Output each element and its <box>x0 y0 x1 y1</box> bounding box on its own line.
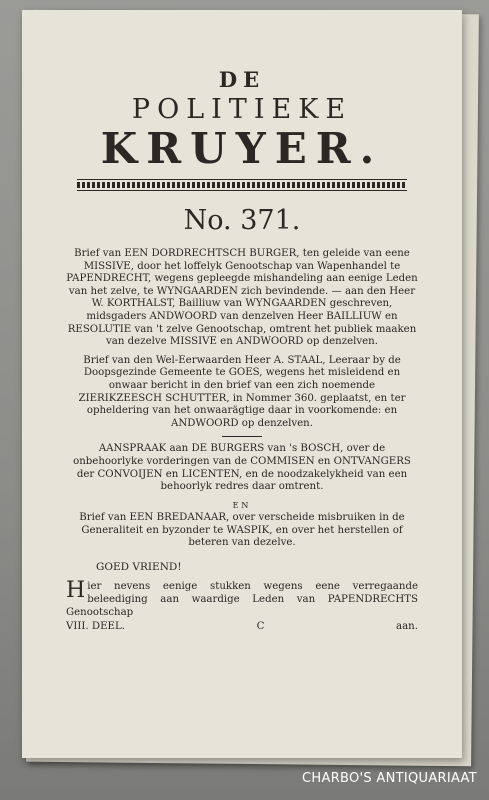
paragraph-1: Brief van EEN DORDRECHTSCH BURGER, ten geleide van eene MISSIVE, door het loffelyk Genootschap van Wapenhandel te PAPENDRECHT, wegens gepleegde mishandeling aan eenige Leden van het zelve, te WYNGAARDEN zich bevindende. — aan den Heer W. KORTHALST, Bailliuw van WYNGAARDEN geschreven, midsgaders ANDWOORD van denzelven Heer BAILLIUW en RESOLUTIE van 't zelve Genootschap, omtrent het publiek maaken van dezelve MISSIVE en ANDWOORD op denzelven. <box>66 248 418 348</box>
en-separator: EN <box>232 500 252 510</box>
masthead-line-politieke: POLITIEKE <box>131 94 353 125</box>
contents <box>22 248 462 550</box>
masthead <box>22 68 462 172</box>
paragraph-2: Brief van den Wel-Eerwaarden Heer A. STAAL, Leeraar by de Doopsgezinde Gemeente te GOES, wegens het misleidend en onwaar bericht in den brief van een zich noemende ZIERIKZEESCH SCHUTTER, in Nommer 360. geplaatst, en ter opheldering van het onwaarägtige daar in voorkomende: en ANDWOORD op denzelven. <box>78 354 406 429</box>
issue-number: No. 371. <box>183 205 301 236</box>
divider <box>222 436 262 437</box>
document-page <box>22 10 462 758</box>
masthead-line-kruyer: KRUYER. <box>100 124 384 173</box>
drop-initial: H <box>66 578 86 604</box>
paragraph-3: AANSPRAAK aan DE BURGERS van 's BOSCH, over de onbehoorlyke vorderingen van de COMMISEN en ONTVANGERS der CONVOIJEN en LICENTEN, en de noodzakelykheid van een behoorlyk redres daar omtrent. <box>73 443 411 493</box>
letter-body <box>22 576 462 619</box>
page-footer <box>22 621 462 632</box>
greeting: GOED VRIEND! <box>96 561 182 574</box>
catchword: aan. <box>396 621 418 633</box>
letter-text: ier nevens eenige stukken wegens eene verregaande beleediging aan waardige Leden van PAPENDRECHTS Genootschap <box>66 581 418 619</box>
volume-label: VIII. DEEL. <box>66 621 125 633</box>
signature-mark: C <box>256 621 265 633</box>
paragraph-4: Brief van EEN BREDANAAR, over verscheide misbruiken in de Generaliteit en byzonder te WASPIK, en over het herstellen of beteren van dezelve. <box>79 512 405 549</box>
ornamental-rule <box>77 178 407 192</box>
watermark: CHARBO'S ANTIQUARIAAT <box>302 771 477 786</box>
masthead-line-de: DE <box>218 67 266 92</box>
